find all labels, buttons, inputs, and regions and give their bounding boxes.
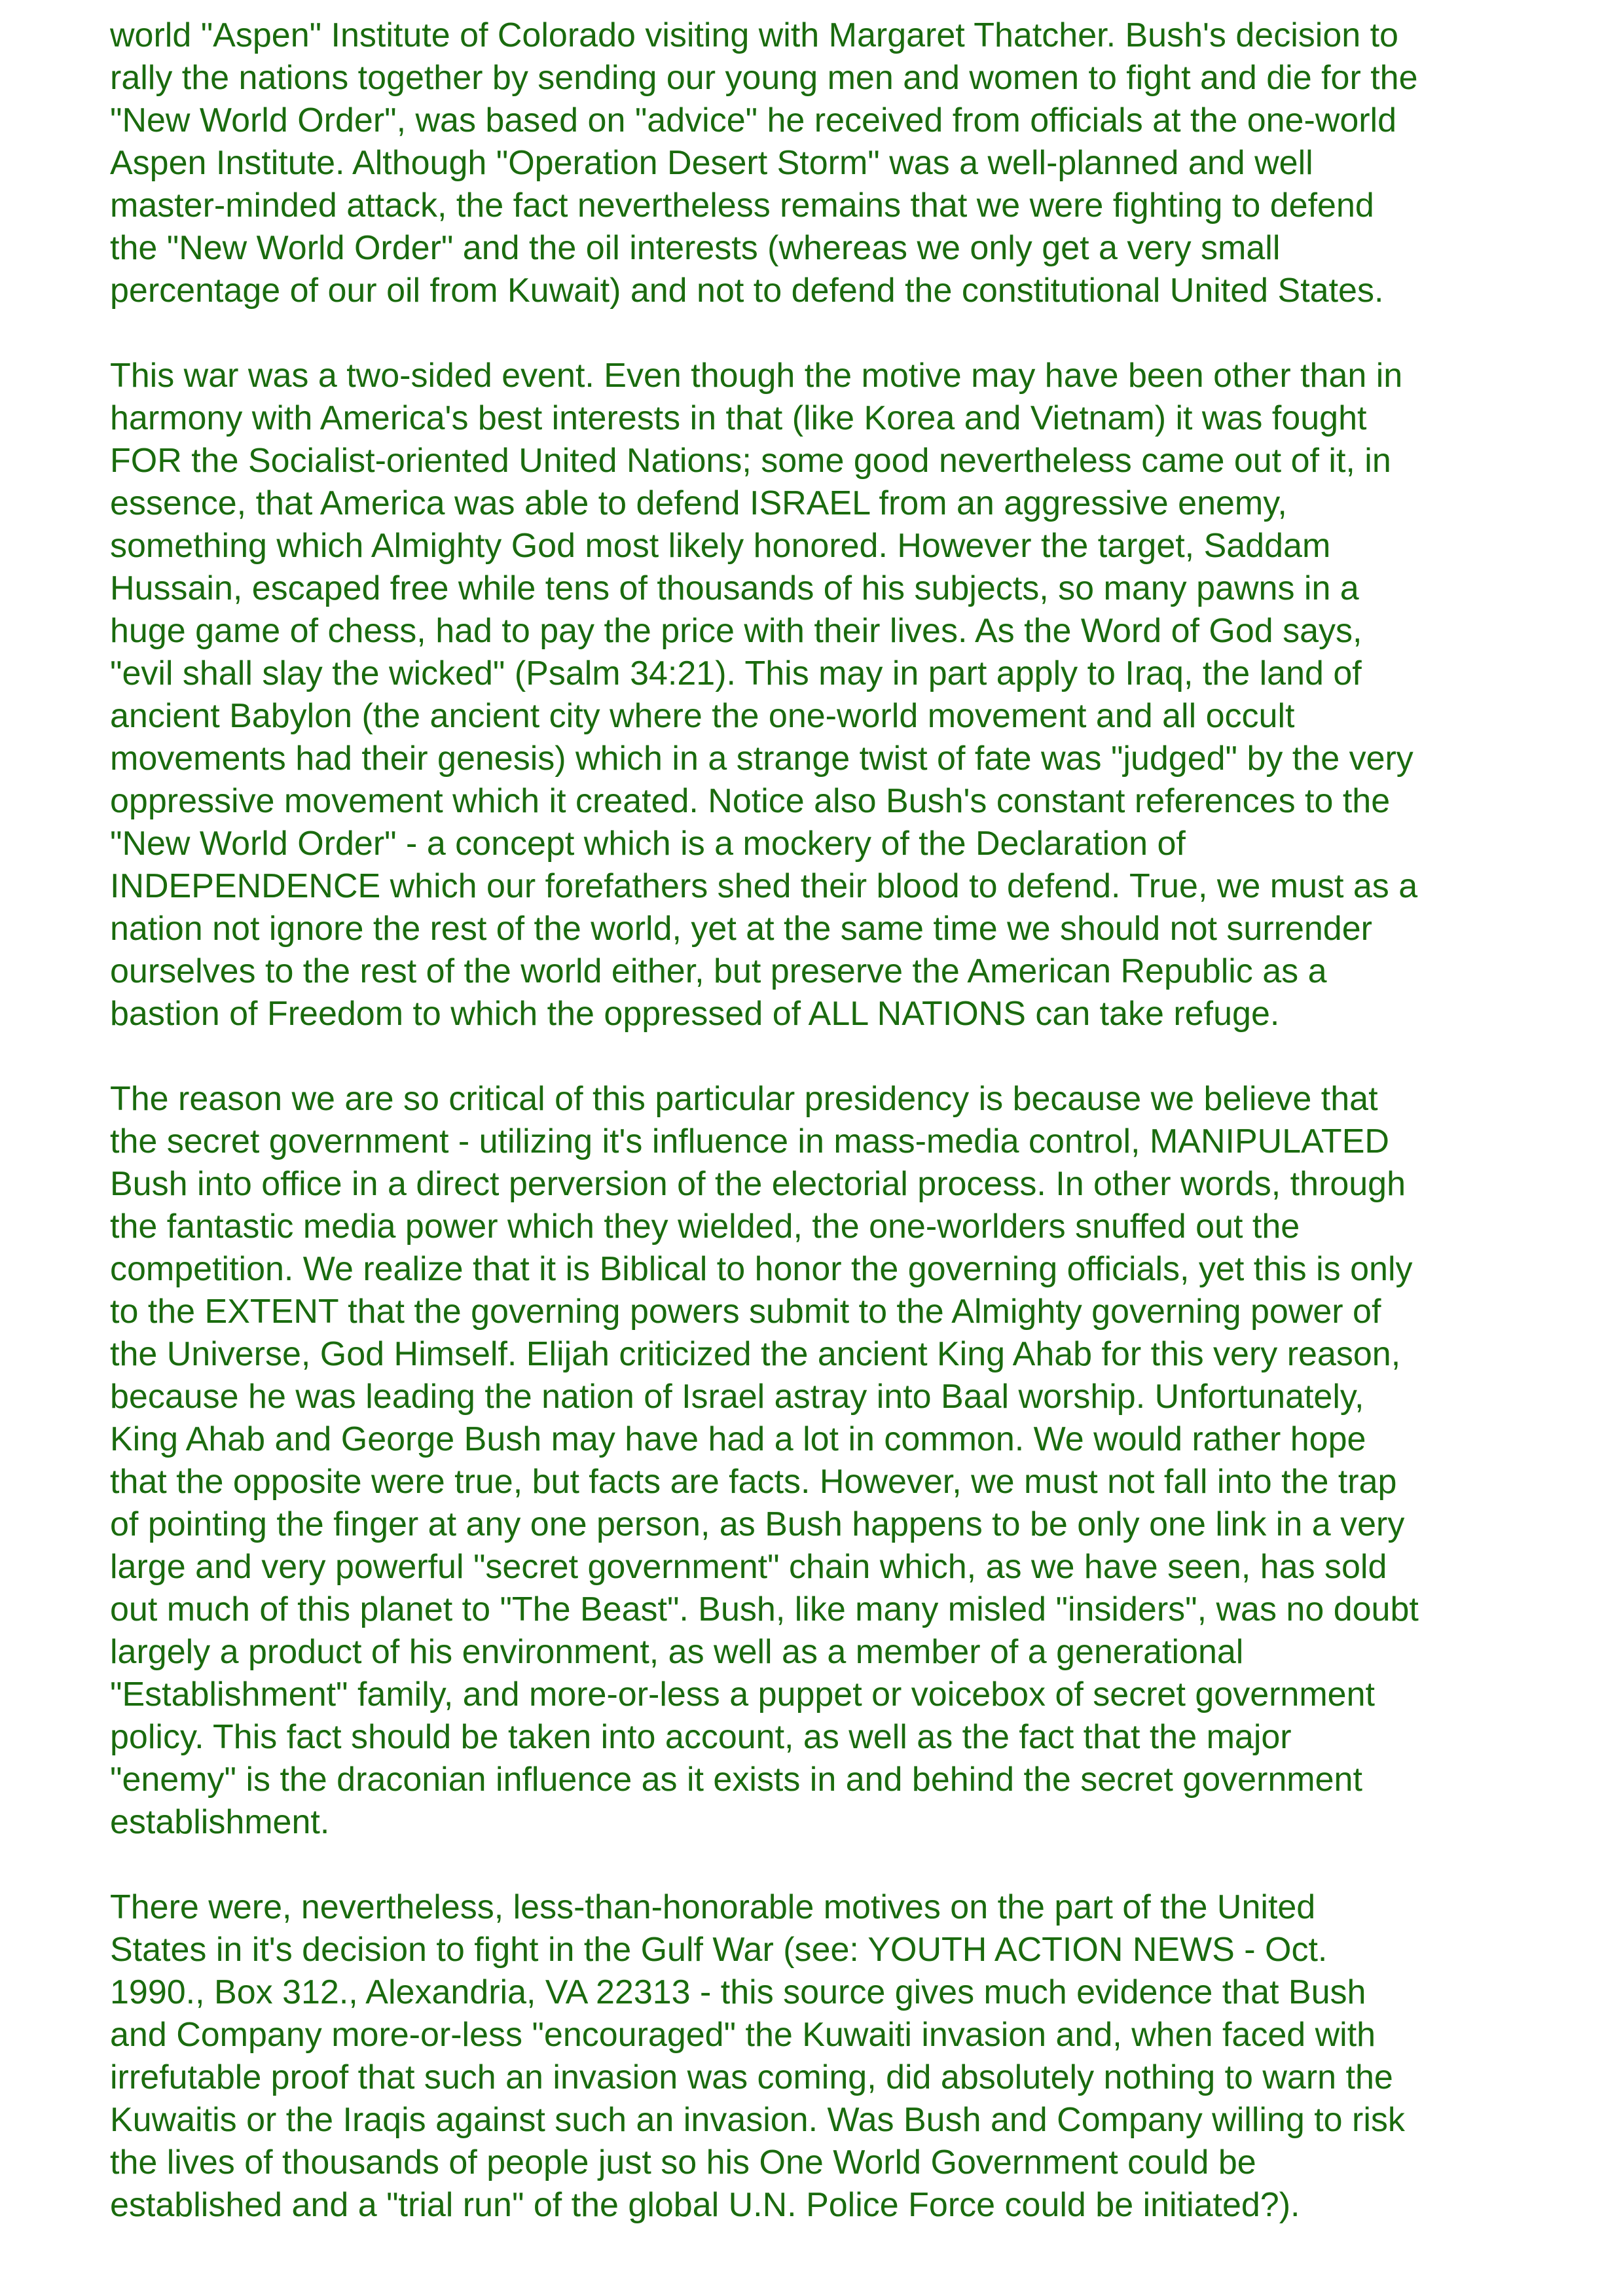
paragraph-aspen-institute: world "Aspen" Institute of Colorado visiting with Margaret Thatcher. Bush's decision to rally the nations together by sending our young men and women to fight and die for the "New World Order", was based on "advice" he received from officials at the one-world Aspen Institute. Although "Operation Desert Storm" was a well-planned and well master-minded attack, the fact nevertheless remains that we were fighting to defend the "New World Order" and the oil interests (whereas we only get a very small percentage of our oil from Kuwait) and not to defend the constitutional United States. <box>110 16 1418 310</box>
paragraph-presidency-critique: The reason we are so critical of this particular presidency is because we believe that the secret government - utilizing it's influence in mass-media control, MANIPULATED Bush into office in a direct perversion of the electorial process. In other words, through the fantastic media power which they wielded, the one-worlders snuffed out the competition. We realize that it is Biblical to honor the governing officials, yet this is only to the EXTENT that the governing powers submit to the Almighty governing power of the Universe, God Himself. Elijah criticized the ancient King Ahab for this very reason, because he was leading the nation of Israel astray into Baal worship. Unfortunately, King Ahab and George Bush may have had a lot in common. We would rather hope that the opposite were true, but facts are facts. However, we must not fall into the trap of pointing the finger at any one person, as Bush happens to be only one link in a very large and very powerful "secret government" chain which, as we have seen, has sold out much of this planet to "The Beast". Bush, like many misled "insiders", was no doubt largely a product of his environment, as well as a member of a generational "Establishment" family, and more-or-less a puppet or voicebox of secret government policy. This fact should be taken into account, as well as the fact that the major "enemy" is the draconian influence as it exists in and behind the secret government establishment. <box>110 1080 1419 1841</box>
paragraph-gulf-war-motives: There were, nevertheless, less-than-honorable motives on the part of the United States in it's decision to fight in the Gulf War (see: YOUTH ACTION NEWS - Oct. 1990., Box 312., Alexandria, VA 22313 - this source gives much evidence that Bush and Company more-or-less "encouraged" the Kuwaiti invasion and, when faced with irrefutable proof that such an invasion was coming, did absolutely nothing to warn the Kuwaitis or the Iraqis against such an invasion. Was Bush and Company willing to risk the lives of thousands of people just so his One World Government could be established and a "trial run" of the global U.N. Police Force could be initiated?). <box>110 1888 1405 2224</box>
document-page <box>110 14 1544 2227</box>
paragraph-two-sided-war: This war was a two-sided event. Even though the motive may have been other than in harmony with America's best interests in that (like Korea and Vietnam) it was fought FOR the Socialist-oriented United Nations; some good nevertheless came out of it, in essence, that America was able to defend ISRAEL from an aggressive enemy, something which Almighty God most likely honored. However the target, Saddam Hussain, escaped free while tens of thousands of his subjects, so many pawns in a huge game of chess, had to pay the price with their lives. As the Word of God says, "evil shall slay the wicked" (Psalm 34:21). This may in part apply to Iraq, the land of ancient Babylon (the ancient city where the one-world movement and all occult movements had their genesis) which in a strange twist of fate was "judged" by the very oppressive movement which it created. Notice also Bush's constant references to the "New World Order" - a concept which is a mockery of the Declaration of INDEPENDENCE which our forefathers shed their blood to defend. True, we must as a nation not ignore the rest of the world, yet at the same time we should not surrender ourselves to the rest of the world either, but preserve the American Republic as a bastion of Freedom to which the oppressed of ALL NATIONS can take refuge. <box>110 357 1418 1033</box>
